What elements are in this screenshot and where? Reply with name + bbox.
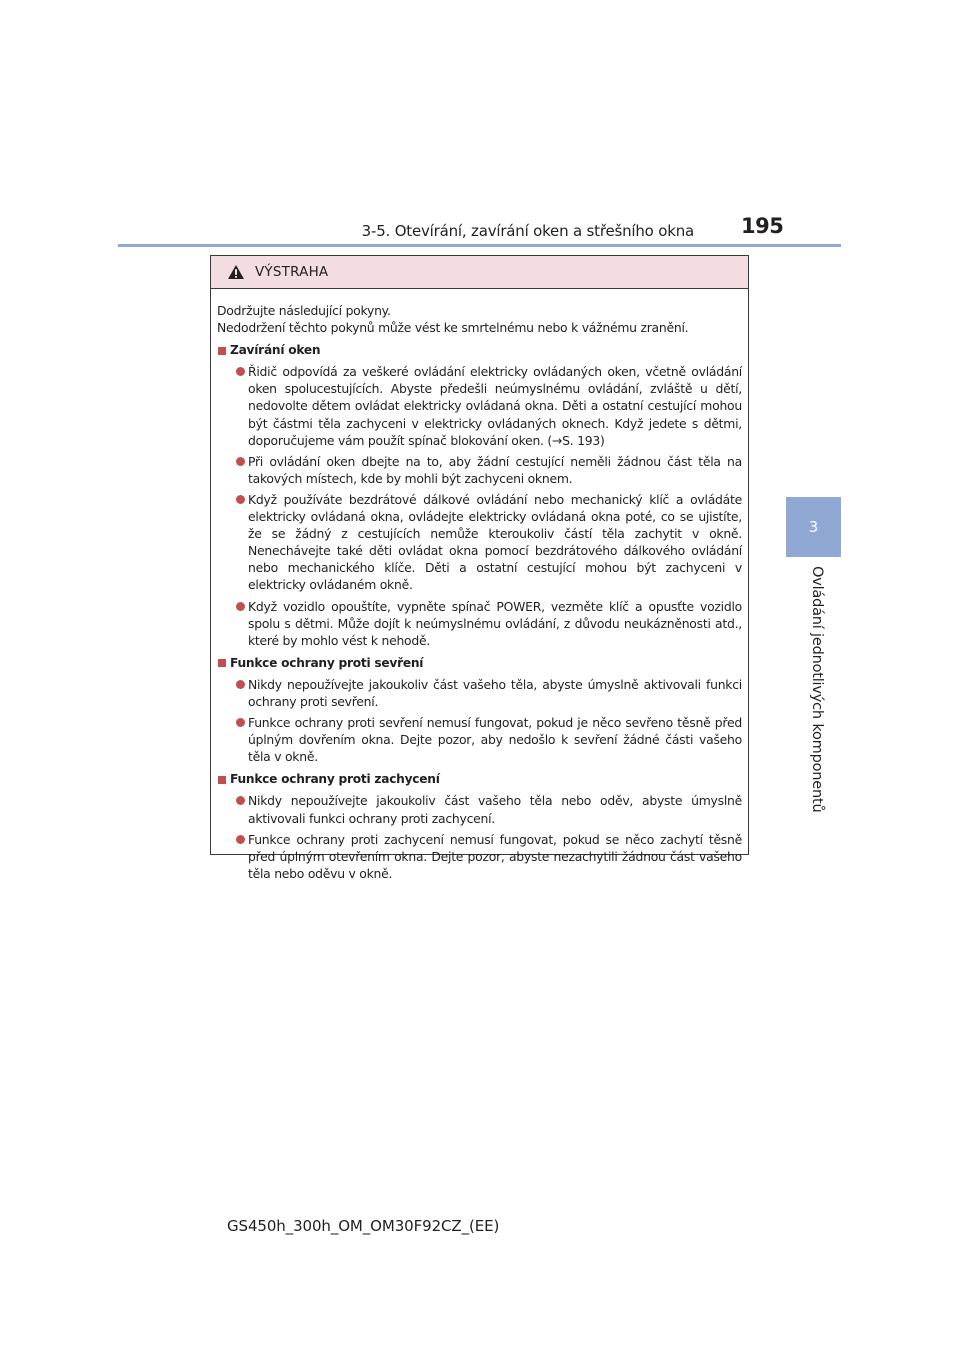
- section-catch-protection: [217, 771, 742, 882]
- warning-triangle-icon: [227, 264, 245, 280]
- warning-intro: [217, 302, 742, 336]
- bullet-dot-icon: [236, 718, 245, 727]
- warning-title: VÝSTRAHA: [255, 264, 329, 280]
- intro-line: Nedodržení těchto pokynů může vést ke smrtelnému nebo k vážnému zranění.: [217, 320, 689, 336]
- square-bullet-icon: [218, 347, 226, 355]
- warning-body: [211, 289, 748, 882]
- chapter-tab: [786, 497, 841, 557]
- bullet-text: Když vozidlo opouštíte, vypněte spínač POWER, vezměte klíč a opusťte vozidlo spolu s dětmi. Může dojít k neúmyslnému ovládání, z důvodu neukázněnosti atd., které by mohlo vést k nehodě.: [248, 598, 742, 648]
- square-bullet-icon: [218, 776, 226, 784]
- header-section-title: 3-5. Otevírání, zavírání oken a střešního okna: [361, 222, 694, 240]
- bullet-item: [217, 598, 742, 649]
- bullet-dot-icon: [236, 457, 245, 466]
- intro-line: Dodržujte následující pokyny.: [217, 303, 391, 318]
- header-rule: [118, 244, 841, 247]
- chapter-number: 3: [808, 518, 819, 536]
- section-title-text: Funkce ochrany proti zachycení: [230, 772, 440, 787]
- manual-code: GS450h_300h_OM_OM30F92CZ_(EE): [227, 1217, 500, 1235]
- bullet-dot-icon: [236, 680, 245, 689]
- bullet-text: Při ovládání oken dbejte na to, aby žádní cestující neměli žádnou část těla na takových místech, kde by mohli být zachyceni oknem.: [248, 453, 742, 486]
- bullet-item: [217, 491, 742, 594]
- section-title-text: Zavírání oken: [230, 343, 321, 358]
- bullet-item: [217, 676, 742, 710]
- warning-box: [210, 255, 749, 881]
- bullet-text: Řidič odpovídá za veškeré ovládání elektricky ovládaných oken, včetně ovládání oken spolucestujících. Abyste předešli neúmyslnému ovládání, zvláště u dětí, nedovolte dětem ovládat elektricky ovládaná okna. Děti a ostatní cestující mohou být částmi těla zachyceni v elektricky ovládaných oknech. Když jedete s dětmi, doporučujeme vám použít spínač blokování oken. (→S. 193): [248, 364, 742, 448]
- section-title-text: Funkce ochrany proti sevření: [230, 655, 424, 670]
- bullet-text: Nikdy nepoužívejte jakoukoliv část vašeho těla nebo oděv, abyste úmyslně aktivovali funkci ochrany proti zachycení.: [248, 793, 742, 826]
- bullet-text: Nikdy nepoužívejte jakoukoliv část vašeho těla, abyste úmyslně aktivovali funkci ochrany proti sevření.: [248, 676, 742, 709]
- section-title: [217, 342, 742, 359]
- page-number: 195: [741, 214, 784, 238]
- bullet-dot-icon: [236, 367, 245, 376]
- bullet-text: Když používáte bezdrátové dálkové ovládání nebo mechanický klíč a ovládáte elektricky ovládaná okna, ovládejte elektricky ovládaná okna poté, co se ujistíte, že se žádný z cestujících nemůže kteroukoliv částí těla zachytit v okně. Nenechávejte také děti ovládat okna pomocí bezdrátového dálkového ovládání nebo mechanického klíče. Děti a ostatní cestující mohou být zachyceni v elektricky ovládaném okně.: [248, 491, 742, 593]
- bullet-text: Funkce ochrany proti zachycení nemusí fungovat, pokud se něco zachytí těsně před úplným otevřením okna. Dejte pozor, abyste nezachytili žádnou část vašeho těla nebo oděvu v okně.: [248, 831, 742, 881]
- bullet-item: [217, 453, 742, 487]
- bullet-dot-icon: [236, 602, 245, 611]
- bullet-dot-icon: [236, 835, 245, 844]
- section-title: [217, 771, 742, 788]
- bullet-dot-icon: [236, 495, 245, 504]
- chapter-title: Ovládání jednotlivých komponentů: [809, 566, 825, 813]
- square-bullet-icon: [218, 659, 226, 667]
- section-title: [217, 655, 742, 672]
- section-jam-protection: [217, 655, 742, 766]
- bullet-item: [217, 831, 742, 882]
- bullet-dot-icon: [236, 796, 245, 805]
- warning-header: [211, 256, 748, 289]
- section-closing-windows: [217, 342, 742, 649]
- bullet-item: [217, 714, 742, 765]
- bullet-item: [217, 792, 742, 826]
- bullet-item: [217, 363, 742, 448]
- bullet-text: Funkce ochrany proti sevření nemusí fungovat, pokud je něco sevřeno těsně před úplným dovřením okna. Dejte pozor, aby nedošlo k sevření žádné části vašeho těla v okně.: [248, 715, 742, 765]
